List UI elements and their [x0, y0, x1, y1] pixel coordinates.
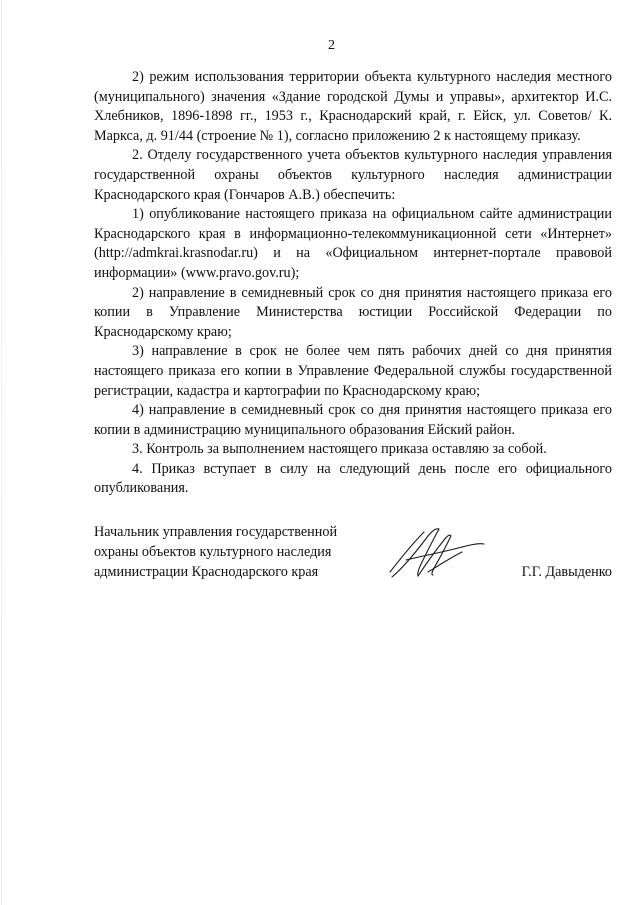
signer-title-line: администрации Краснодарского края [94, 564, 319, 580]
paragraph-land-use-regime: 2) режим использования территории объекта культурного наследия местного (муниципального) значения «Здание городской Думы и управы», архитектор И.С. Хлебников, 1896-1898 гг., 1953 г., Краснодарский край, г. Ейск, ул. Советов/ К. Маркса, д. 91/44 (строение № 1), согласно приложению 2 к настоящему приказу. [94, 69, 612, 144]
paragraph-publication: 1) опубликование настоящего приказа на официальном сайте администрации Краснодарского края в информационно-телекоммуникационной сети «Интернет» (http://admkrai.krasnodar.ru) и на «Официальном интернет-портале правовой информации» (www.pravo.gov.ru); [94, 206, 612, 281]
paragraph-entry-into-force: 4. Приказ вступает в силу на следующий день после его официального опубликования. [94, 460, 612, 497]
page-number: 2 [328, 38, 335, 53]
scan-edge [1, 0, 2, 905]
signer-title-line: Начальник управления государственной [94, 524, 338, 540]
signature-block [94, 522, 612, 592]
paragraph-rosreestr: 3) направление в срок не более чем пять рабочих дней со дня принятия настоящего приказа его копии в Управление Федеральной службы государственной регистрации, кадастра и картографии по Краснодарскому краю; [94, 343, 612, 399]
document-body [94, 68, 612, 499]
signer-name: Г.Г. Давыденко [521, 564, 612, 580]
paragraph-municipal-administration: 4) направление в семидневный срок со дня принятия настоящего приказа его копии в администрацию муниципального образования Ейский район. [94, 402, 612, 438]
paragraph-ministry-justice: 2) направление в семидневный срок со дня принятия настоящего приказа его копии в Управление Министерства юстиции Российской Федерации по Краснодарскому краю; [94, 284, 612, 340]
signer-title [94, 522, 374, 582]
paragraph-control: 3. Контроль за выполнением настоящего приказа оставляю за собой. [132, 441, 547, 458]
paragraph-department-instructions: 2. Отделу государственного учета объектов культурного наследия управления государственной охраны объектов культурного наследия администрации Краснодарского края (Гончаров А.В.) обеспечить: [94, 147, 612, 203]
signer-title-line: охраны объектов культурного наследия [94, 544, 332, 560]
handwritten-signature-icon [384, 522, 494, 582]
